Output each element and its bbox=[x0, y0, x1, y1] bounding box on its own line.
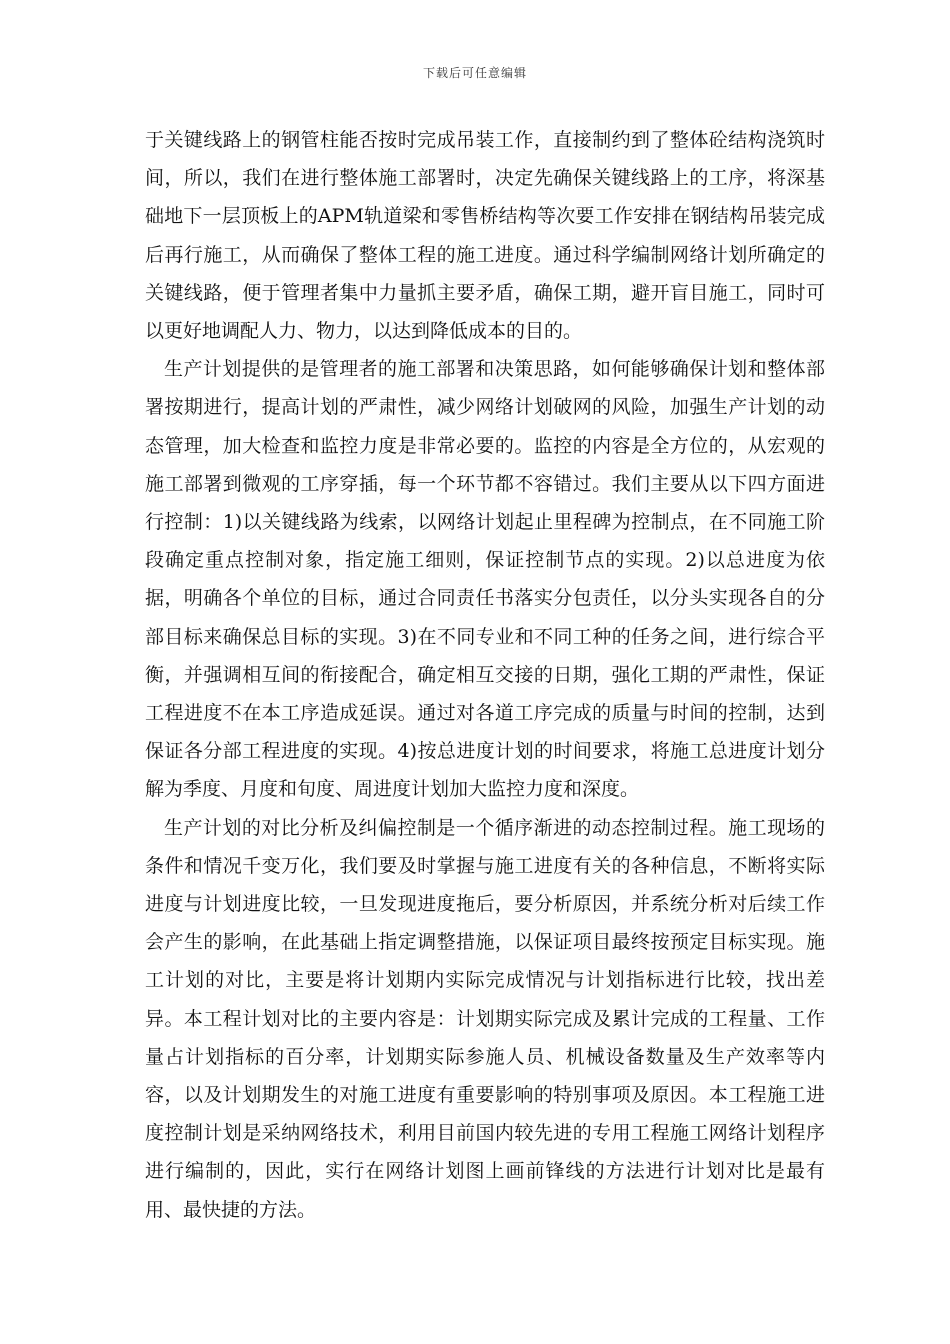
paragraph-3: 生产计划的对比分析及纠偏控制是一个循序渐进的动态控制过程。施工现场的条件和情况千变万化，我们要及时掌握与施工进度有关的各种信息，不断将实际进度与计划进度比较，一旦发现进度拖后，要分析原因，并系统分析对后续工作会产生的影响，在此基础上指定调整措施，以保证项目最终按预定目标实现。施工计划的对比，主要是将计划期内实际完成情况与计划指标进行比较，找出差异。本工程计划对比的主要内容是：计划期实际完成及累计完成的工程量、工作量占计划指标的百分率，计划期实际参施人员、机械设备数量及生产效率等内容，以及计划期发生的对施工进度有重要影响的特别事项及原因。本工程施工进度控制计划是采纳网络技术，利用目前国内较先进的专用工程施工网络计划程序进行编制的，因此，实行在网络计划图上画前锋线的方法进行计划对比是最有用、最快捷的方法。 bbox=[145, 816, 825, 1221]
document-body bbox=[145, 121, 825, 1229]
page-header: 下载后可任意编辑 bbox=[422, 66, 527, 80]
paragraph-1: 于关键线路上的钢管柱能否按时完成吊装工作，直接制约到了整体砼结构浇筑时间，所以，我们在进行整体施工部署时，决定先确保关键线路上的工序，将深基础地下一层顶板上的APM轨道梁和零售桥结构等次要工作安排在钢结构吊装完成后再行施工，从而确保了整体工程的施工进度。通过科学编制网络计划所确定的关键线路，便于管理者集中力量抓主要矛盾，确保工期，避开盲目施工，同时可以更好地调配人力、物力，以达到降低成本的目的。 bbox=[145, 129, 825, 343]
paragraph-2: 生产计划提供的是管理者的施工部署和决策思路，如何能够确保计划和整体部署按期进行，提高计划的严肃性，减少网络计划破网的风险，加强生产计划的动态管理，加大检查和监控力度是非常必要的。监控的内容是全方位的，从宏观的施工部署到微观的工序穿插，每一个环节都不容错过。我们主要从以下四方面进行控制：1)以关键线路为线索，以网络计划起止里程碑为控制点，在不同施工阶段确定重点控制对象，指定施工细则，保证控制节点的实现。2)以总进度为依据，明确各个单位的目标，通过合同责任书落实分包责任，以分头实现各自的分部目标来确保总目标的实现。3)在不同专业和不同工种的任务之间，进行综合平衡，并强调相互间的衔接配合，确定相互交接的日期，强化工期的严肃性，保证工程进度不在本工序造成延误。通过对各道工序完成的质量与时间的控制，达到保证各分部工程进度的实现。4)按总进度计划的时间要求，将施工总进度计划分解为季度、月度和旬度、周进度计划加大监控力度和深度。 bbox=[145, 358, 825, 801]
